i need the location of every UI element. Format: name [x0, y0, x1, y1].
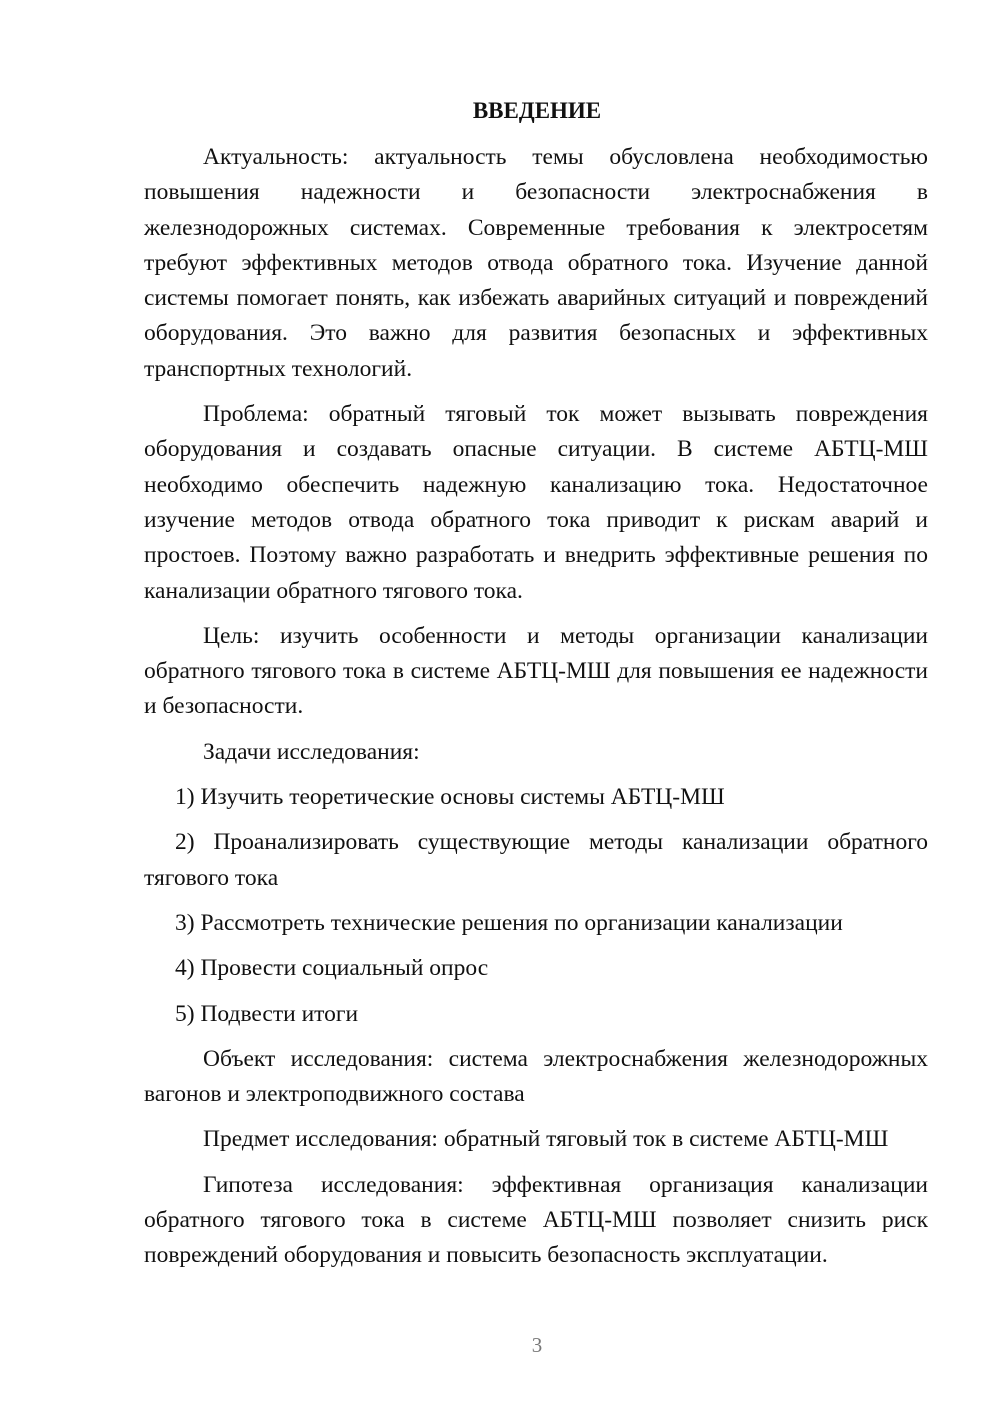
page-number: 3	[531, 1333, 543, 1357]
list-item: 5) Подвести итоги	[175, 1000, 359, 1027]
list-item: 1) Изучить теоретические основы системы АБТЦ-МШ	[175, 784, 725, 811]
list-item: 4) Провести социальный опрос	[175, 955, 489, 982]
list-item: 3) Рассмотреть технические решения по организации канализации	[175, 909, 843, 936]
document-page	[144, 96, 928, 1274]
problem-paragraph: Проблема: обратный тяговый ток может вызывать повреждения оборудования и создавать опасные ситуации. В системе АБТЦ-МШ необходимо обеспечить надежную канализацию тока. Недостаточное изучение методов отвода обратного тока приводит к рискам аварий и простоев. Поэтому важно разработать и внедрить эффективные решения по канализации обратного тягового тока.	[144, 401, 928, 604]
page-title: ВВЕДЕНИЕ	[472, 98, 602, 123]
relevance-paragraph: Актуальность: актуальность темы обусловлена необходимостью повышения надежности и безопасности электроснабжения в железнодорожных системах. Современные требования к электросетям требуют эффективных методов отвода обратного тока. Изучение данной системы помогает понять, как избежать аварийных ситуаций и повреждений оборудования. Это важно для развития безопасных и эффективных транспортных технологий.	[144, 144, 928, 382]
list-item: 2) Проанализировать существующие методы канализации обратного тягового тока	[144, 829, 928, 891]
tasks-list	[144, 780, 928, 1032]
hypothesis-paragraph: Гипотеза исследования: эффективная организация канализации обратного тягового тока в системе АБТЦ-МШ позволяет снизить риск повреждений оборудования и повысить безопасность эксплуатации.	[144, 1171, 928, 1269]
goal-paragraph: Цель: изучить особенности и методы организации канализации обратного тягового тока в системе АБТЦ-МШ для повышения ее надежности и безопасности.	[144, 622, 928, 720]
object-paragraph: Объект исследования: система электроснабжения железнодорожных вагонов и электроподвижного состава	[144, 1045, 928, 1108]
subject-paragraph: Предмет исследования: обратный тяговый ток в системе АБТЦ-МШ	[203, 1126, 889, 1153]
tasks-label: Задачи исследования:	[203, 738, 420, 765]
